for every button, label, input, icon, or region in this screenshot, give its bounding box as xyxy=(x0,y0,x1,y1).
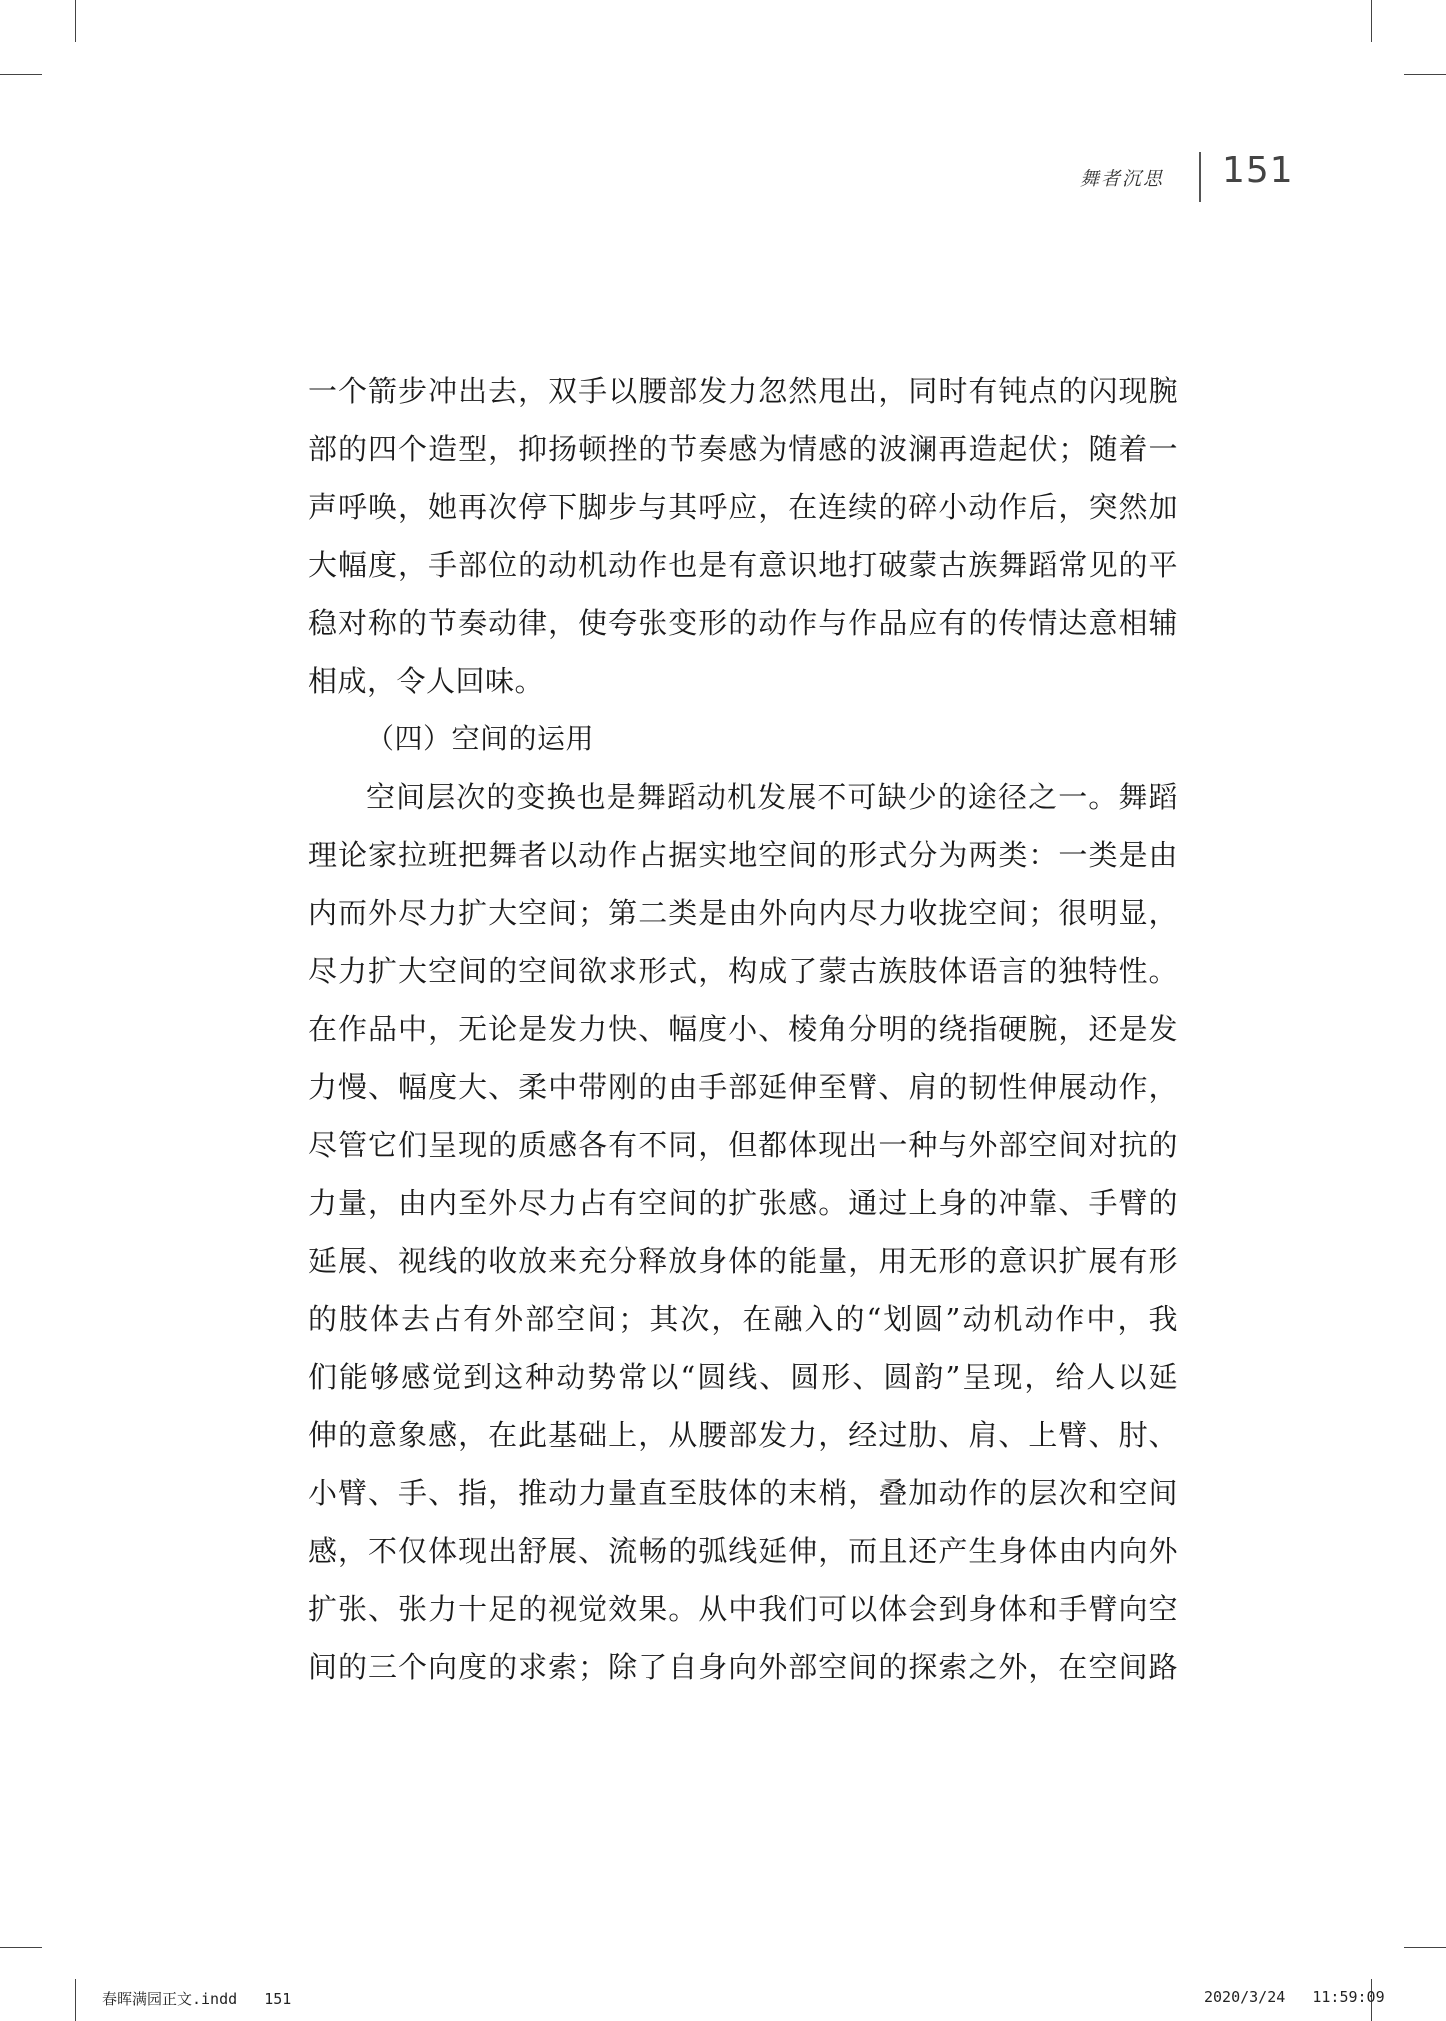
text-line: 间的三个向度的求索；除了自身向外部空间的探索之外，在空间路 xyxy=(308,1650,1178,1684)
page-number: 151 xyxy=(1222,150,1294,191)
text-line: 在作品中，无论是发力快、幅度小、棱角分明的绕指硬腕，还是发 xyxy=(308,1012,1178,1046)
slug-timestamp: 2020/3/24 11:59:09 xyxy=(1204,1988,1385,2006)
header-divider xyxy=(1199,152,1201,202)
text-line: 部的四个造型，抑扬顿挫的节奏感为情感的波澜再造起伏；随着一 xyxy=(308,432,1178,466)
text-line: 伸的意象感，在此基础上，从腰部发力，经过肋、肩、上臂、肘、 xyxy=(308,1418,1178,1452)
body-text xyxy=(308,362,1178,1696)
text-line: 理论家拉班把舞者以动作占据实地空间的形式分为两类：一类是由 xyxy=(308,838,1178,872)
crop-mark-top-right-h xyxy=(1404,74,1446,75)
text-line: 大幅度，手部位的动机动作也是有意识地打破蒙古族舞蹈常见的平 xyxy=(308,548,1178,582)
text-line: 尽力扩大空间的空间欲求形式，构成了蒙古族肢体语言的独特性。 xyxy=(308,954,1178,988)
text-line: 一个箭步冲出去，双手以腰部发力忽然甩出，同时有钝点的闪现腕 xyxy=(308,374,1178,408)
text-line: 延展、视线的收放来充分释放身体的能量，用无形的意识扩展有形 xyxy=(308,1244,1178,1278)
text-line: 相成，令人回味。 xyxy=(308,664,545,698)
text-line: 扩张、张力十足的视觉效果。从中我们可以体会到身体和手臂向空 xyxy=(308,1592,1178,1626)
text-line: 声呼唤，她再次停下脚步与其呼应，在连续的碎小动作后，突然加 xyxy=(308,490,1178,524)
running-title: 舞者沉思 xyxy=(1080,168,1165,190)
text-line: 感，不仅体现出舒展、流畅的弧线延伸，而且还产生身体由内向外 xyxy=(308,1534,1178,1568)
crop-mark-bottom-right-h xyxy=(1404,1947,1446,1948)
slug-file-name: 春晖满园正文.indd 151 xyxy=(102,1990,292,2008)
text-line: 稳对称的节奏动律，使夸张变形的动作与作品应有的传情达意相辅 xyxy=(308,606,1178,640)
text-line: 空间层次的变换也是舞蹈动机发展不可缺少的途径之一。舞蹈 xyxy=(366,780,1178,814)
section-heading: （四）空间的运用 xyxy=(366,722,595,755)
text-line: 力慢、幅度大、柔中带刚的由手部延伸至臂、肩的韧性伸展动作， xyxy=(308,1070,1178,1104)
crop-mark-bottom-left-h xyxy=(0,1947,42,1948)
text-line: 小臂、手、指，推动力量直至肢体的末梢，叠加动作的层次和空间 xyxy=(308,1476,1178,1510)
text-line: 力量，由内至外尽力占有空间的扩张感。通过上身的冲靠、手臂的 xyxy=(308,1186,1178,1220)
crop-mark-top-left xyxy=(75,0,76,42)
text-line: 尽管它们呈现的质感各有不同，但都体现出一种与外部空间对抗的 xyxy=(308,1128,1178,1162)
crop-mark-bottom-left xyxy=(75,1979,76,2021)
text-line: 内而外尽力扩大空间；第二类是由外向内尽力收拢空间；很明显， xyxy=(308,896,1178,930)
crop-mark-top-right xyxy=(1371,0,1372,42)
text-line: 们能够感觉到这种动势常以“圆线、圆形、圆韵”呈现，给人以延 xyxy=(308,1360,1178,1394)
crop-mark-top-left-h xyxy=(0,74,42,75)
text-line: 的肢体去占有外部空间；其次，在融入的“划圆”动机动作中，我 xyxy=(308,1302,1178,1336)
